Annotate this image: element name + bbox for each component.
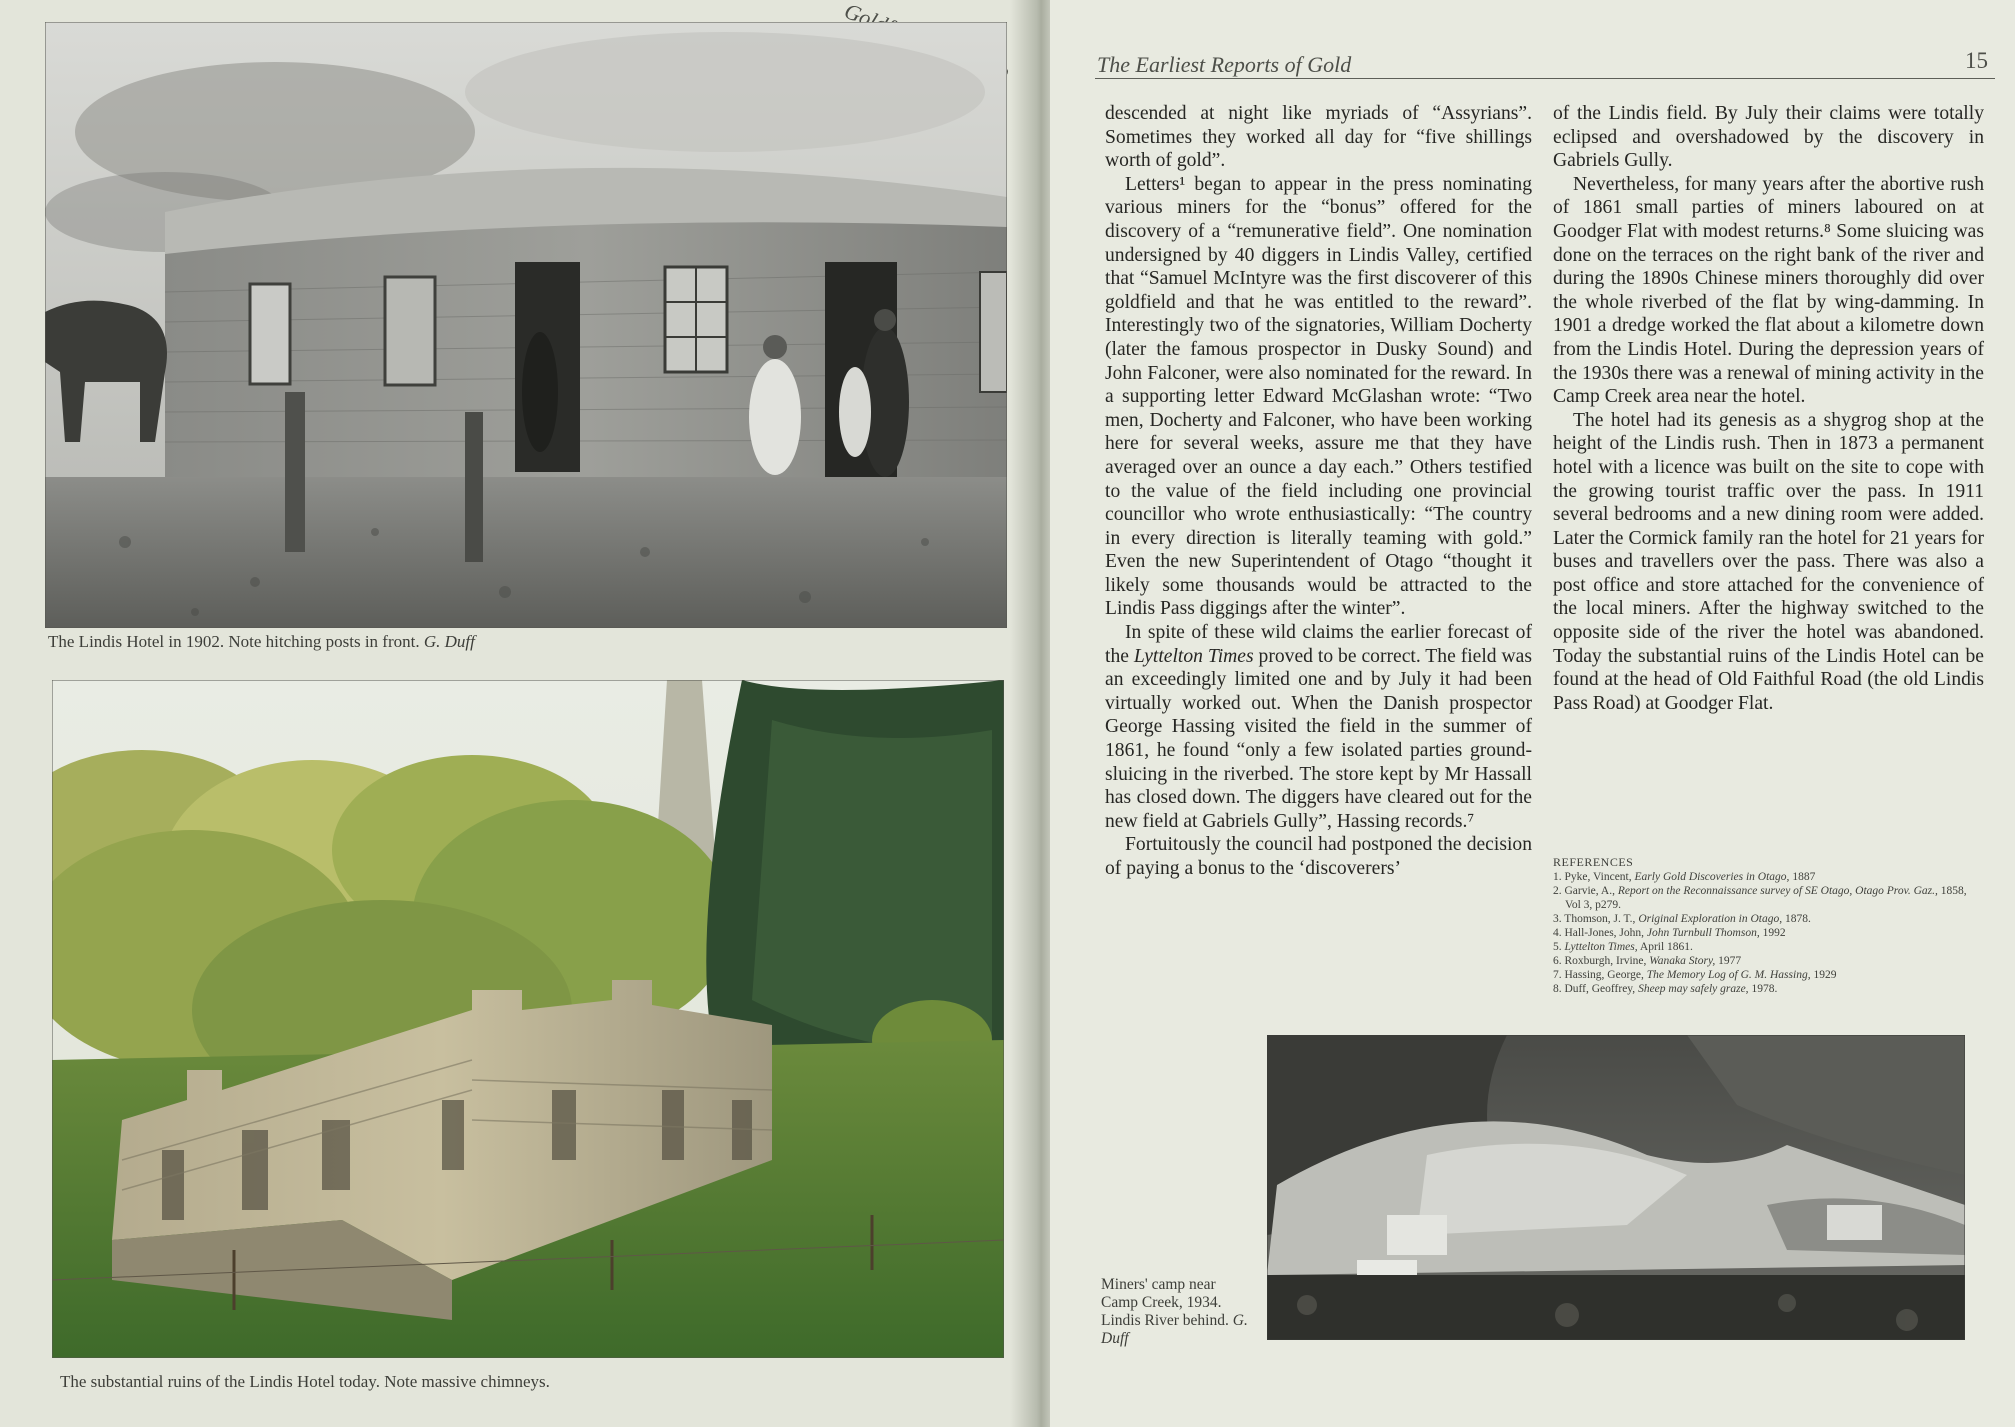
- reference-detail: 1887: [1792, 871, 1816, 883]
- reference-number: 6.: [1553, 955, 1562, 967]
- lindis-hotel-ruins-photo: [52, 680, 1004, 1358]
- reference-item: [1553, 954, 1983, 968]
- col1-paragraph-1: descended at night like myriads of “Assyrians”. Sometimes they worked all day for “five shillings worth of gold”.: [1105, 103, 1532, 172]
- col1-p3-end: proved to be correct. The field was an exceedingly limited one and by July it had been virtually worked out. When the Danish prospector George Hassing visited the field in the summer of 1861, he found “only a few isolated parties ground-sluicing in the riverbed. The store kept by Mr Hassall has closed down. The diggers have cleared out for the new field at Gabriels Gully”, Hassing records.⁷: [1105, 645, 1532, 832]
- reference-number: 1.: [1553, 871, 1562, 883]
- reference-title: Early Gold Discoveries in Otago,: [1634, 871, 1790, 883]
- text-column-1: [1105, 102, 1532, 881]
- col1-paragraph-2: Letters¹ began to appear in the press nominating various miners for the “bonus” offered for the discovery of a “remunerative field”. One nomination undersigned by 40 diggers in Lindis Valley, certified that “Samuel McIntyre was the first discoverer of this goldfield and that he was entitled to the reward”. Interestingly two of the signatories, William Docherty (later the famous prospector in Dusky Sound) and John Falconer, were also nominated for the reward. In a supporting letter Edward McGlashan wrote: “Two men, Docherty and Falconer, who have been working here for several weeks, assure me that they have averaged over an ounce a day each.” Others testified to the value of the field including one provincial councillor who wrote enthusiastically: “The country in every direction is literally teaming with gold.” Even the new Superintendent of Otago “thought it likely some thousands would be attracted to the Lindis Pass diggings after the winter”.: [1105, 173, 1532, 620]
- photo-top-caption-text: The Lindis Hotel in 1902. Note hitching posts in front.: [48, 632, 420, 651]
- text-column-2: [1553, 102, 1984, 715]
- reference-number: 8.: [1553, 983, 1562, 995]
- reference-detail: 1929: [1813, 969, 1837, 981]
- reference-number: 5.: [1553, 941, 1562, 953]
- reference-number: 2.: [1553, 885, 1562, 897]
- reference-title: Report on the Reconnaissance survey of SE Otago, Otago Prov. Gaz.,: [1617, 885, 1938, 897]
- reference-title: The Memory Log of G. M. Hassing,: [1646, 969, 1811, 981]
- reference-author: Hall-Jones, John,: [1564, 927, 1645, 939]
- miners-camp-caption: [1101, 1276, 1256, 1348]
- photo-top-credit: G. Duff: [423, 632, 475, 651]
- reference-detail: 1878.: [1784, 913, 1811, 925]
- reference-detail: 1992: [1762, 927, 1786, 939]
- reference-author: Pyke, Vincent,: [1564, 871, 1632, 883]
- reference-author: Garvie, A.,: [1564, 885, 1615, 897]
- references-list: [1553, 855, 1983, 996]
- reference-detail: 1977: [1718, 955, 1742, 967]
- reference-author: Thomson, J. T.,: [1564, 913, 1636, 925]
- reference-number: 7.: [1553, 969, 1562, 981]
- miners-camp-caption-text: Miners' camp near Camp Creek, 1934. Lindis River behind.: [1101, 1276, 1229, 1329]
- reference-number: 3.: [1553, 913, 1562, 925]
- miners-camp-photo: [1267, 1035, 1965, 1340]
- col2-paragraph-3: The hotel had its genesis as a shygrog shop at the height of the Lindis rush. Then in 1873 a permanent hotel with a licence was built on the site to cope with the growing tourist traffic over the pass. In 1911 several bedrooms and a new dining room were added. Later the Cormick family ran the hotel for 21 years for buses and travellers over the pass. There was also a post office and store attached for the convenience of the local miners. After the highway switched to the opposite side of the river the hotel was abandoned. Today the substantial ruins of the Lindis Hotel can be found at the head of Old Faithful Road (the old Lindis Pass Road) at Goodger Flat.: [1553, 409, 1984, 714]
- photo-top-caption: [48, 632, 828, 652]
- col2-paragraph-2: Nevertheless, for many years after the abortive rush of 1861 small parties of miners laboured on at Goodger Flat with modest returns.⁸ Some sluicing was done on the terraces on the right bank of the river and during the 1890s Chinese miners thoroughly did over the whole riverbed of the flat by wing-damming. In 1901 a dredge worked the flat about a kilometre down from the Lindis Hotel. During the depression years of the 1930s there was a renewal of mining activity in the Camp Creek area near the hotel.: [1553, 173, 1984, 408]
- reference-title: Wanaka Story,: [1649, 955, 1716, 967]
- header-rule: [1095, 78, 1995, 79]
- reference-title: Sheep may safely graze,: [1638, 983, 1749, 995]
- reference-item: [1553, 940, 1983, 954]
- reference-title: John Turnbull Thomson,: [1646, 927, 1760, 939]
- reference-title: Original Exploration in Otago,: [1638, 913, 1783, 925]
- reference-item: [1553, 968, 1983, 982]
- reference-item: [1553, 870, 1983, 884]
- running-head-right: The Earliest Reports of Gold: [1097, 52, 1352, 77]
- miners-camp-credit: G. Duff: [1101, 1312, 1248, 1347]
- reference-author: Duff, Geoffrey,: [1564, 983, 1636, 995]
- col2-paragraph-1: of the Lindis field. By July their claims were totally eclipsed and overshadowed by the discovery in Gabriels Gully.: [1553, 103, 1984, 172]
- reference-detail: 1978.: [1751, 983, 1778, 995]
- reference-item: [1553, 926, 1983, 940]
- references-heading: REFERENCES: [1553, 855, 1634, 869]
- col1-paragraph-3: [1105, 621, 1532, 833]
- reference-author: Hassing, George,: [1564, 969, 1644, 981]
- col1-paragraph-4: Fortuitously the council had postponed the decision of paying a bonus to the ‘discoverers’: [1105, 834, 1532, 879]
- reference-detail: April 1861.: [1639, 941, 1693, 953]
- reference-title: Lyttelton Times,: [1564, 941, 1638, 953]
- reference-number: 4.: [1553, 927, 1562, 939]
- reference-detail: 1858, Vol 3, p279.: [1565, 885, 1967, 911]
- lindis-hotel-1902-photo: [45, 22, 1007, 628]
- lyttelton-times-title: Lyttelton Times: [1133, 645, 1254, 667]
- reference-item: [1553, 982, 1983, 996]
- reference-item: [1553, 912, 1983, 926]
- page-number: 15: [1965, 48, 1988, 73]
- reference-author: Roxburgh, Irvine,: [1564, 955, 1647, 967]
- photo-bottom-caption: The substantial ruins of the Lindis Hotel today. Note massive chimneys.: [60, 1372, 550, 1391]
- reference-item: [1553, 884, 1983, 912]
- col1-p3-start: In spite of these wild claims the earlier forecast of the: [1105, 622, 1532, 667]
